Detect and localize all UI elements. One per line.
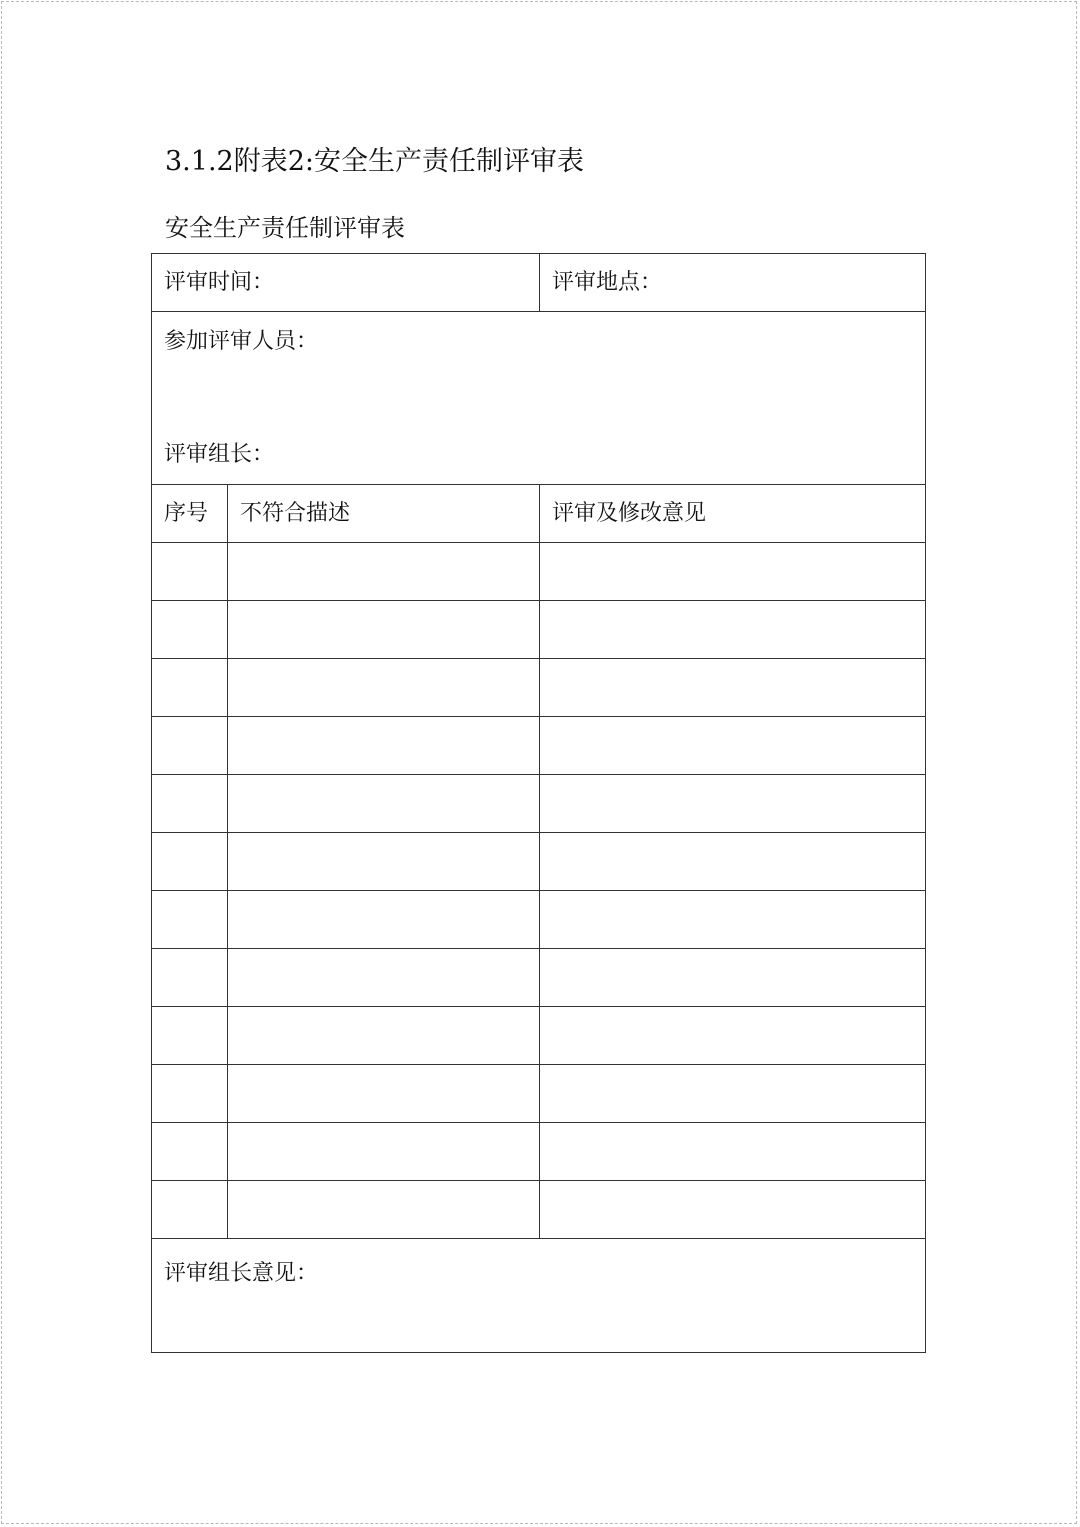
row-no-cell[interactable] bbox=[152, 659, 228, 717]
row-description-cell[interactable] bbox=[228, 717, 540, 775]
row-no-cell[interactable] bbox=[152, 601, 228, 659]
members-row bbox=[152, 312, 926, 485]
row-description-cell[interactable] bbox=[228, 1181, 540, 1239]
info-row bbox=[152, 254, 926, 312]
review-place-label: 评审地点： bbox=[552, 269, 663, 295]
column-header-description: 不符合描述 bbox=[228, 485, 540, 543]
table-row bbox=[152, 775, 926, 833]
row-no-cell[interactable] bbox=[152, 1065, 228, 1123]
review-form-table bbox=[151, 253, 926, 1353]
table-row bbox=[152, 1065, 926, 1123]
review-time-label: 评审时间： bbox=[164, 269, 275, 295]
row-description-cell[interactable] bbox=[228, 775, 540, 833]
table-row bbox=[152, 1181, 926, 1239]
row-no-cell[interactable] bbox=[152, 1123, 228, 1181]
column-header-row bbox=[152, 485, 926, 543]
row-opinion-cell[interactable] bbox=[540, 659, 926, 717]
row-no-cell[interactable] bbox=[152, 775, 228, 833]
table-row bbox=[152, 717, 926, 775]
row-description-cell[interactable] bbox=[228, 659, 540, 717]
column-header-opinion: 评审及修改意见 bbox=[540, 485, 926, 543]
leader-opinion-row bbox=[152, 1239, 926, 1353]
members-field[interactable] bbox=[152, 312, 926, 485]
members-label: 参加评审人员： bbox=[164, 329, 319, 354]
row-opinion-cell[interactable] bbox=[540, 891, 926, 949]
review-place-field[interactable] bbox=[540, 254, 926, 312]
row-opinion-cell[interactable] bbox=[540, 1065, 926, 1123]
table-caption: 安全生产责任制评审表 bbox=[165, 214, 405, 242]
table-row bbox=[152, 601, 926, 659]
row-opinion-cell[interactable] bbox=[540, 1123, 926, 1181]
row-opinion-cell[interactable] bbox=[540, 775, 926, 833]
row-opinion-cell[interactable] bbox=[540, 601, 926, 659]
row-opinion-cell[interactable] bbox=[540, 717, 926, 775]
leader-opinion-field[interactable] bbox=[152, 1239, 926, 1353]
row-no-cell[interactable] bbox=[152, 717, 228, 775]
row-description-cell[interactable] bbox=[228, 1065, 540, 1123]
document-heading: 3.1.2附表2:安全生产责任制评审表 bbox=[165, 146, 584, 177]
row-no-cell[interactable] bbox=[152, 891, 228, 949]
row-description-cell[interactable] bbox=[228, 601, 540, 659]
row-description-cell[interactable] bbox=[228, 543, 540, 601]
row-opinion-cell[interactable] bbox=[540, 1007, 926, 1065]
row-description-cell[interactable] bbox=[228, 1007, 540, 1065]
row-opinion-cell[interactable] bbox=[540, 833, 926, 891]
row-no-cell[interactable] bbox=[152, 833, 228, 891]
leader-label: 评审组长： bbox=[164, 442, 275, 467]
row-opinion-cell[interactable] bbox=[540, 949, 926, 1007]
table-row bbox=[152, 1123, 926, 1181]
row-description-cell[interactable] bbox=[228, 891, 540, 949]
row-opinion-cell[interactable] bbox=[540, 1181, 926, 1239]
row-no-cell[interactable] bbox=[152, 1181, 228, 1239]
table-row bbox=[152, 949, 926, 1007]
row-description-cell[interactable] bbox=[228, 833, 540, 891]
row-description-cell[interactable] bbox=[228, 949, 540, 1007]
row-no-cell[interactable] bbox=[152, 1007, 228, 1065]
row-opinion-cell[interactable] bbox=[540, 543, 926, 601]
table-row bbox=[152, 891, 926, 949]
table-row bbox=[152, 833, 926, 891]
column-header-no: 序号 bbox=[152, 485, 228, 543]
leader-opinion-label: 评审组长意见： bbox=[164, 1261, 319, 1286]
row-no-cell[interactable] bbox=[152, 543, 228, 601]
row-description-cell[interactable] bbox=[228, 1123, 540, 1181]
table-row bbox=[152, 659, 926, 717]
table-row bbox=[152, 543, 926, 601]
row-no-cell[interactable] bbox=[152, 949, 228, 1007]
table-row bbox=[152, 1007, 926, 1065]
review-time-field[interactable] bbox=[152, 254, 540, 312]
